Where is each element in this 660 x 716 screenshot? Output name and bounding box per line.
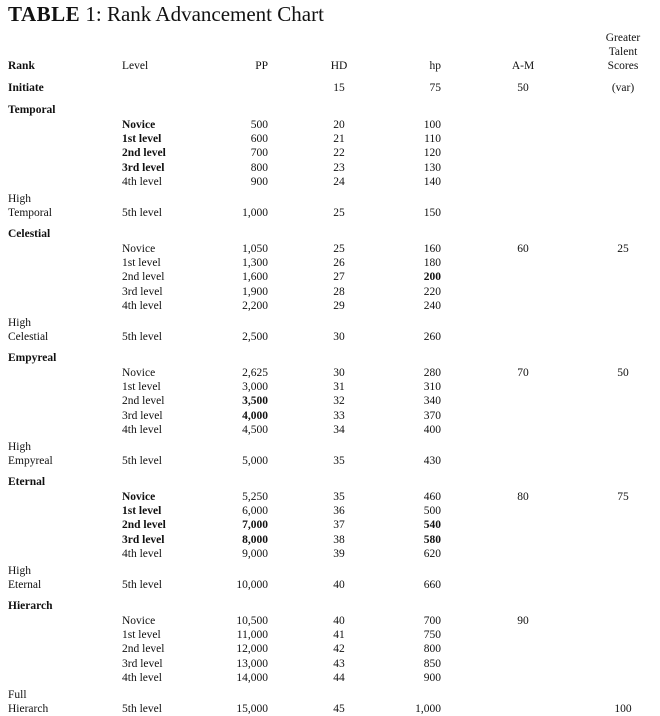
row-level: Novice [122,615,156,627]
rank-name-line2: Hierarch [8,703,49,715]
row-hp: 180 [423,257,441,270]
rank-name: Eternal [8,476,46,488]
row-pp: 2,625 [242,367,268,379]
row-hp: 280 [423,367,441,379]
row-pp: 11,000 [236,629,268,642]
row-pp: 8,000 [242,533,268,546]
row-level: 3rd level [122,657,163,670]
row-pp: 15,000 [236,703,268,715]
row-pp: 6,000 [242,505,268,518]
row-hd: 36 [333,505,345,518]
row-am: 70 [517,367,529,379]
table-title-number: 1: [85,2,102,26]
row-pp: 500 [250,119,268,131]
row-pp: 10,000 [236,579,268,591]
row-level: 1st level [122,257,161,270]
table-title-text: Rank Advancement Chart [106,2,324,26]
row-hd: 45 [333,703,345,715]
row-level: 4th level [122,423,162,436]
row-hp: 140 [423,175,441,188]
row-pp: 4,500 [242,423,268,436]
row-hp: 110 [424,133,441,146]
row-level: 4th level [122,671,162,684]
row-hp: 240 [423,299,441,312]
row-level: 1st level [122,133,162,146]
row-hd: 34 [333,423,345,436]
row-pp: 1,900 [242,285,268,298]
row-level: 2nd level [122,147,166,160]
table-title-label: TABLE [8,2,81,26]
row-level: 2nd level [122,395,165,408]
row-pp: 10,500 [236,615,268,627]
row-level: Novice [122,491,156,503]
row-hd: 30 [333,331,345,343]
rank-name-line1: High [8,193,31,205]
row-pp: 800 [250,161,268,174]
rank-name: Temporal [8,104,56,116]
rank-name: Celestial [8,228,51,240]
header-gts-line3: Scores [607,60,639,72]
row-level: 5th level [122,455,162,467]
row-hd: 21 [333,133,345,146]
row-gts: (var) [611,82,635,94]
rank-name-line1: High [8,441,31,453]
row-hd: 26 [333,257,345,270]
row-level: Novice [122,367,156,379]
row-hp: 130 [423,161,441,174]
row-level: 5th level [122,207,162,219]
row-hp: 620 [423,547,441,560]
row-hd: 24 [333,175,345,188]
row-hp: 310 [423,381,441,394]
row-pp: 13,000 [236,657,268,670]
row-hd: 33 [333,409,345,422]
row-pp: 3,500 [242,395,268,408]
row-hd: 25 [333,243,345,255]
row-hd: 32 [333,395,345,408]
row-hp: 220 [423,285,441,298]
row-am: 80 [517,491,529,503]
row-pp: 1,600 [242,271,268,284]
rank-name-line2: Temporal [8,207,52,219]
header-rank: Rank [8,60,35,72]
row-pp: 700 [250,147,268,160]
row-pp: 9,000 [242,547,268,560]
row-hp: 100 [423,119,441,131]
row-hp: 1,000 [415,703,441,715]
row-hd: 38 [333,533,345,546]
row-hp: 340 [423,395,441,408]
row-hd: 27 [333,271,345,284]
row-level: 3rd level [122,161,165,174]
row-pp: 5,000 [242,455,268,467]
row-hd: 42 [333,643,345,656]
row-pp: 12,000 [236,643,268,656]
row-level: 5th level [122,579,162,591]
row-hd: 41 [333,629,345,642]
row-hd: 29 [333,299,345,312]
row-level: 1st level [122,381,161,394]
row-gts: 50 [617,367,629,379]
row-level: Novice [122,243,156,255]
row-am: 50 [517,82,529,94]
row-level: 3rd level [122,533,165,546]
header-am: A-M [511,60,535,72]
row-pp: 2,500 [242,331,268,343]
row-hp: 160 [423,243,441,255]
row-pp: 1,050 [242,243,268,255]
rank-name: Empyreal [8,352,57,364]
row-gts: 75 [617,491,629,503]
rank-name-line1: Full [8,689,27,701]
row-hp: 430 [423,455,441,467]
row-hd: 23 [333,161,345,174]
row-am: 60 [517,243,529,255]
rank-name-line2: Eternal [8,579,42,591]
rank-name: Hierarch [8,600,53,612]
row-pp: 14,000 [236,671,268,684]
row-hp: 800 [423,643,441,656]
row-hp: 370 [423,409,441,422]
header-hp: hp [429,60,441,72]
row-pp: 600 [250,133,268,146]
header-gts-line2: Talent [608,46,638,58]
row-hd: 44 [333,671,345,684]
row-hd: 30 [333,367,345,379]
row-pp: 7,000 [242,519,268,532]
row-hp: 75 [429,82,441,94]
row-hp: 200 [423,271,441,284]
row-hd: 37 [333,519,345,532]
row-hp: 700 [423,615,441,627]
row-hd: 40 [333,579,345,591]
row-hd: 35 [333,491,345,503]
row-hp: 900 [423,671,441,684]
row-pp: 1,000 [242,207,268,219]
row-level: 4th level [122,547,162,560]
row-hp: 750 [423,629,441,642]
row-level: 5th level [122,331,162,343]
row-hd: 20 [333,119,345,131]
row-hd: 43 [333,657,345,670]
row-level: 1st level [122,505,162,518]
row-hp: 540 [423,519,441,532]
row-pp: 4,000 [242,409,268,422]
row-hd: 35 [333,455,345,467]
row-level: 5th level [122,703,162,715]
header-pp: PP [255,60,268,72]
row-hd: 22 [333,147,345,160]
row-level: 3rd level [122,409,163,422]
row-hd: 39 [333,547,345,560]
table-title [8,2,324,27]
row-hp: 500 [423,505,441,518]
rank-name-line1: High [8,565,31,577]
row-hp: 850 [423,657,441,670]
row-gts: 25 [617,243,629,255]
row-hp: 150 [423,207,441,219]
row-hp: 580 [423,533,441,546]
header-hd: HD [330,60,348,72]
row-pp: 900 [250,175,268,188]
row-level: 2nd level [122,643,165,656]
row-hd: 28 [333,285,345,298]
header-gts-line1: Greater [605,32,641,44]
row-pp: 2,200 [242,299,268,312]
header-level: Level [122,60,149,72]
row-gts: 100 [614,703,632,715]
rank-name-line2: Celestial [8,331,49,343]
row-hp: 400 [423,423,441,436]
row-hd: 31 [333,381,345,394]
row-hd: 15 [333,82,345,94]
row-level: Novice [122,119,156,131]
row-am: 90 [517,615,529,627]
row-level: 4th level [122,175,162,188]
rank-name: Initiate [8,82,44,94]
row-hp: 260 [423,331,441,343]
row-level: 2nd level [122,271,165,284]
row-hd: 25 [333,207,345,219]
row-pp: 1,300 [242,257,268,270]
row-pp: 3,000 [242,381,268,394]
row-pp: 5,250 [242,491,268,503]
row-level: 1st level [122,629,161,642]
row-level: 2nd level [122,519,166,532]
rank-name-line2: Empyreal [8,455,53,467]
row-level: 4th level [122,299,162,312]
row-hd: 40 [333,615,345,627]
row-level: 3rd level [122,285,163,298]
rank-name-line1: High [8,317,31,329]
row-hp: 660 [423,579,441,591]
row-hp: 120 [423,147,441,160]
row-hp: 460 [423,491,441,503]
